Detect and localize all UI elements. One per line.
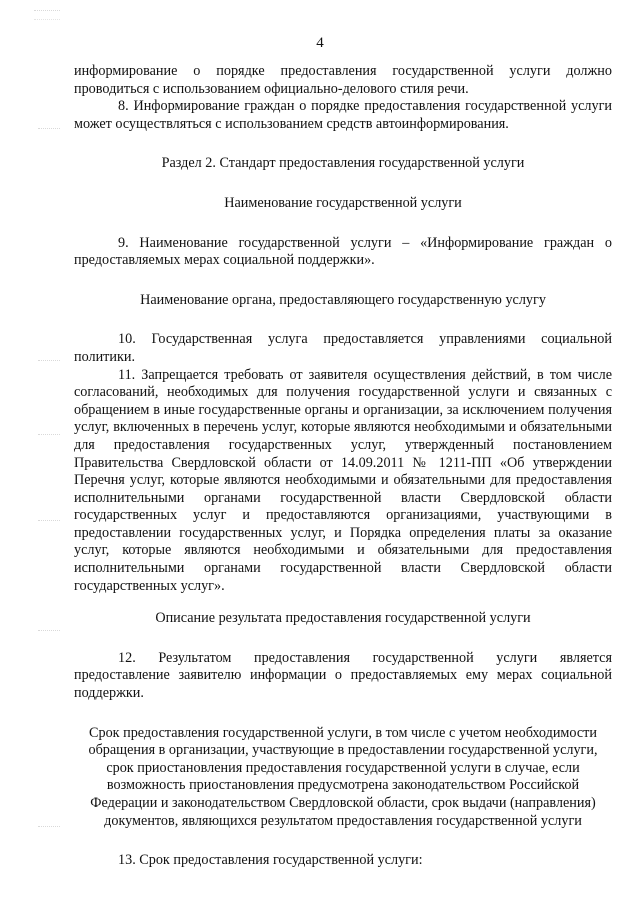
paragraph-continuation: информирование о порядке предоставления государственной услуги должно проводиться с использованием официально-делового стиля речи. [74,63,612,97]
document-body [74,63,612,870]
paragraph-10: 10. Государственная услуга предоставляется управлениями социальной политики. [74,331,612,365]
section-heading: Раздел 2. Стандарт предоставления государственной услуги [161,155,525,172]
scan-artifact [38,128,60,135]
paragraph-12: 12. Результатом предоставления государственной услуги является предоставление заявителю информации о предоставляемых ему мерах социальной поддержки. [74,649,612,702]
scan-artifact [38,520,60,527]
page-number: 4 [316,35,324,51]
scan-artifact [38,826,60,833]
subheading-term: Срок предоставления государственной услуги, в том числе с учетом необходимости обращения в организации, участвующие в предоставлении государственной услуги, срок приостановления предоставления государственной услуги в случае, если возможность приостановления предусмотрена законодательством Российской Федерации и законодательством Свердловской области, срок выдачи (направления) документов, являющихся результатом предоставления государственной услуги [88,724,598,829]
scan-artifact [34,10,60,20]
paragraph-13: 13. Срок предоставления государственной услуги: [118,852,423,869]
scan-artifact [38,434,60,441]
paragraph-9: 9. Наименование государственной услуги – «Информирование граждан о предоставляемых мерах социальной поддержки». [74,234,612,269]
paragraph-11: 11. Запрещается требовать от заявителя осуществления действий, в том числе согласований, необходимых для получения государственной услуги и связанных с обращением в иные государственные органы и организации, за исключением получения услуг, включенных в перечень услуг, которые являются необходимыми и обязательными для предоставления государственных услуг, утвержденный постановлением Правительства Свердловской области от 14.09.2011 № 1211-ПП «Об утверждении Перечня услуг, которые являются необходимыми и обязательными для предоставления исполнительными органами государственной власти Свердловской области государственных услуг и предоставляются организациями, участвующими в предоставлении государственных услуг, и Порядка определения платы за оказание услуг, которые являются необходимыми и обязательными для предоставления исполнительными органами государственной власти Свердловской области государственных услуг». [74,366,612,594]
subheading-service-name: Наименование государственной услуги [224,194,462,211]
subheading-result: Описание результата предоставления государственной услуги [155,610,531,627]
scan-artifact [38,360,60,367]
scan-artifact [38,630,60,637]
subheading-authority: Наименование органа, предоставляющего государственную услугу [140,291,546,308]
paragraph-8: 8. Информирование граждан о порядке предоставления государственной услуги может осуществляться с использованием средств автоинформирования. [74,98,612,132]
